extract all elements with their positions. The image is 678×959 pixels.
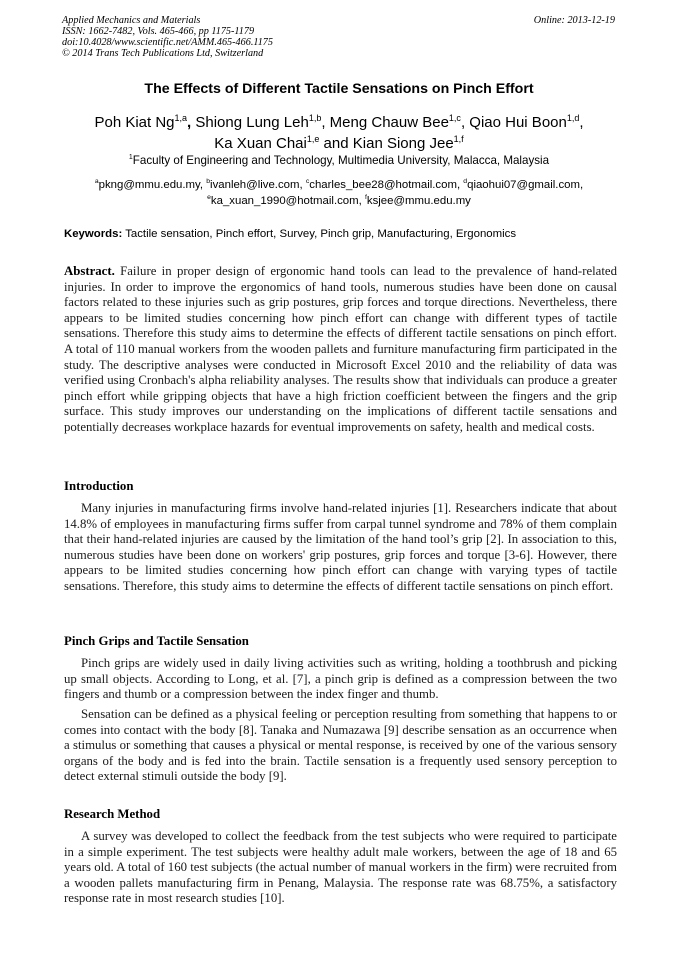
doi-line: doi:10.4028/www.scientific.net/AMM.465-466.1175 [62,37,273,48]
author: Ka Xuan Chai$^{1,e}$ and [214,134,353,152]
section-heading-introduction: Introduction [64,479,134,493]
keywords-text: Tactile sensation, Pinch effort, Survey, Pinch grip, Manufacturing, Ergonomics [122,228,517,240]
email[interactable]: $^b$ivanleh@live.com [206,178,300,191]
method-paragraph: A survey was developed to collect the feedback from the test subjects who were required to participate in a simple experiment. The test subjects were healthy adult male workers, between the age of 18 and 65 years old. A total of 160 test subjects (the actual number of manual workers in the firm) were recruited from a wooden pallets manufacturing firm in Penang, Malaysia. The response rate was 68.75%, a satisfactory response rate in most research studies [10]. [64,829,617,906]
journal-name: Applied Mechanics and Materials [62,15,201,26]
abstract [64,264,617,436]
keywords [64,228,617,240]
author: Poh Kiat Ng$^{1,a}$, [94,113,196,131]
email-list: $^a$pkng@mmu.edu.my, $^b$ivanleh@live.com, $^c$charles_bee28@hotmail.com, $^d$qiaohui07@gmail.com, $^e$ka_xuan_1990@hotmail.com, $^f$ksjee@mmu.edu.my [94,178,584,207]
section-heading-pinch-grips: Pinch Grips and Tactile Sensation [64,634,249,648]
affiliation: $^1$Faculty of Engineering and Technology, Multimedia University, Malacca, Malaysia [128,154,550,167]
running-header [62,15,615,59]
author: Meng Chauw Bee$^{1,c}$, [329,113,470,131]
abstract-label: Abstract. [64,264,115,278]
email[interactable]: $^e$ka_xuan_1990@hotmail.com [207,194,359,207]
email[interactable]: $^f$ksjee@mmu.edu.my [364,194,471,207]
online-date: Online: 2013-12-19 [533,15,615,26]
email[interactable]: $^a$pkng@mmu.edu.my [94,178,200,191]
author-list [0,112,678,154]
pinch-paragraph-1: Pinch grips are widely used in daily living activities such as writing, holding a toothbrush and picking up small objects. According to Long, et al. [7], a pinch grip is defined as a compression between the two fingers and thumb or a compression between the index finger and thumb. [64,656,617,702]
author: Kian Siong Jee$^{1,f}$ [352,134,464,152]
email[interactable]: $^c$charles_bee28@hotmail.com [305,178,457,191]
author: Shiong Lung Leh$^{1,b}$, [195,113,330,131]
section-heading-research-method: Research Method [64,807,161,821]
keywords-label: Keywords: [64,228,123,240]
intro-paragraph: Many injuries in manufacturing firms involve hand-related injuries [1]. Researchers indicate that about 14.8% of employees in manufacturing firms suffer from carpal tunnel syndrome and 78% of them complain that their hand-related injuries are caused by the limitation of the hand tool’s grip [2]. In association to this, numerous studies have been done on workers' grip postures, grip forces and torque [3-6]. However, there appears to be limited studies concerning how pinch effort can change with varying types of tactile sensations. Therefore, this study aims to determine the effects of different tactile sensations on pinch effort. [64,501,617,593]
author: Qiao Hui Boon$^{1,d}$, [469,113,584,131]
abstract-text: Failure in proper design of ergonomic hand tools can lead to the prevalence of hand-related injuries. In order to improve the ergonomics of hand tools, numerous studies have been done on causal factors related to these injuries such as grip postures, grip forces and torque directions. Nevertheless, there appears to be limited studies concerning how pinch effort can change with different types of tactile sensations. Therefore this study aims to determine the effects of different tactile sensations on pinch effort. A total of 110 manual workers from the wooden pallets and furniture manufacturing firm participated in the study. The descriptive analyses were conducted in Microsoft Excel 2010 and the reliability of data was verified using Cronbach's alpha reliability analyses. The results show that individuals can produce a greater pinch effort while gripping objects that have a high friction coefficient between the fingers and the grip surface. This study improves our understanding on the implications of different tactile sensations and potentially decreases workplace hazards for eventual improvements on safety, health and medical costs. [64,264,617,434]
copyright-line: © 2014 Trans Tech Publications Ltd, Switzerland [62,48,264,59]
email[interactable]: $^d$qiaohui07@gmail.com, [463,178,584,191]
pinch-paragraph-2: Sensation can be defined as a physical feeling or perception resulting from something that happens to or comes into contact with the body [8]. Tanaka and Numazawa [9] describe sensation as an occurrence when a stimulus or something that causes a physical or mental response, is received by one of the various sensory organs of the body and is fed into the brain. Tactile sensation is a frequently used sensory perception to detect external stimuli outside the body [9]. [64,707,617,784]
issn-line: ISSN: 1662-7482, Vols. 465-466, pp 1175-1179 [62,26,255,37]
paper-title: The Effects of Different Tactile Sensations on Pinch Effort [144,81,534,97]
